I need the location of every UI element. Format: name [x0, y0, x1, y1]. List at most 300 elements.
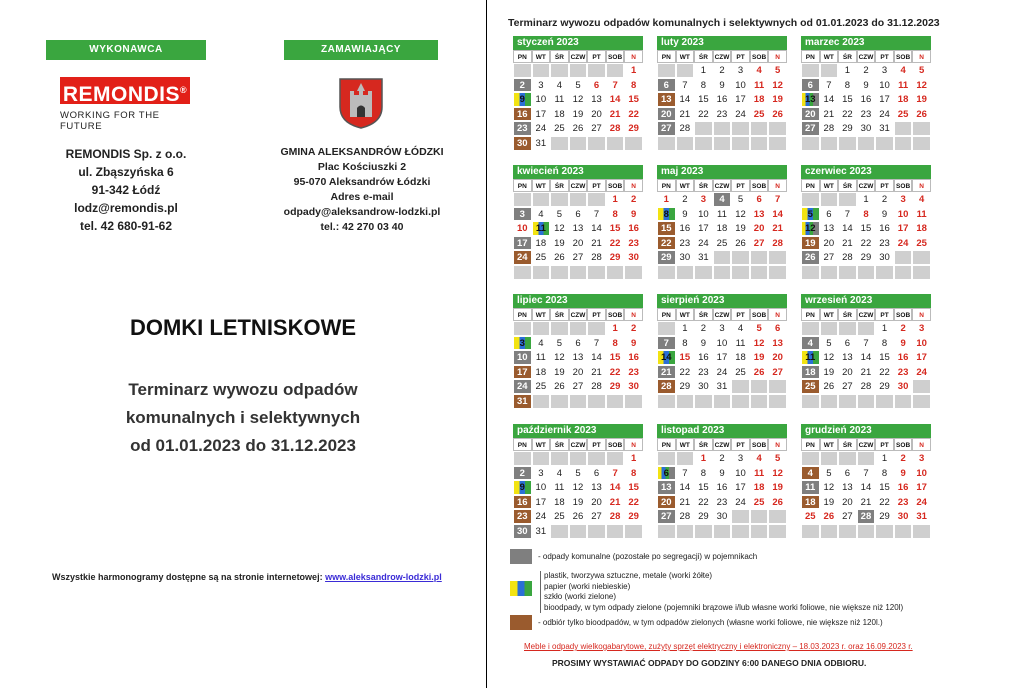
legend-komunalne: - odpady komunalne (pozostałe po segregacji) w pojemnikach	[538, 552, 758, 561]
empty-cell	[532, 265, 551, 280]
day-header: N	[912, 438, 931, 451]
day-cell: 15	[606, 350, 625, 365]
day-cell: 23	[894, 495, 913, 510]
day-cell: 21	[857, 365, 876, 380]
day-header: ŚR	[694, 50, 713, 63]
day-cell: 13	[587, 92, 606, 107]
day-cell: 6	[657, 78, 676, 93]
day-cell: 25	[912, 236, 931, 251]
day-cell: 10	[713, 336, 732, 351]
day-cell: 6	[750, 192, 769, 207]
day-cell: 21	[676, 107, 695, 122]
empty-cell	[657, 321, 676, 336]
day-cell: 9	[857, 78, 876, 93]
empty-cell	[694, 394, 713, 409]
day-header: ŚR	[694, 308, 713, 321]
day-cell: 18	[750, 92, 769, 107]
day-header: N	[912, 50, 931, 63]
day-header: PT	[731, 50, 750, 63]
day-header: PN	[801, 438, 820, 451]
day-cell: 29	[857, 250, 876, 265]
day-header: WT	[820, 50, 839, 63]
day-header: SOB	[606, 308, 625, 321]
day-cell: 19	[550, 365, 569, 380]
empty-cell	[569, 394, 588, 409]
empty-cell	[513, 321, 532, 336]
day-cell: 25	[550, 509, 569, 524]
day-cell: 17	[713, 350, 732, 365]
day-cell: 5	[731, 192, 750, 207]
day-cell: 28	[606, 121, 625, 136]
contractor-address	[46, 145, 206, 235]
day-header: PT	[875, 179, 894, 192]
day-cell: 24	[912, 495, 931, 510]
day-cell: 19	[768, 92, 787, 107]
day-cell: 4	[912, 192, 931, 207]
day-cell: 28	[768, 236, 787, 251]
day-header: PN	[801, 179, 820, 192]
day-cell: 1	[875, 451, 894, 466]
day-cell: 11	[532, 350, 551, 365]
empty-cell	[606, 136, 625, 151]
day-cell: 6	[569, 336, 588, 351]
day-header: WT	[532, 179, 551, 192]
day-cell: 19	[731, 221, 750, 236]
day-cell: 21	[838, 236, 857, 251]
empty-cell	[569, 451, 588, 466]
day-header: WT	[820, 179, 839, 192]
empty-cell	[550, 192, 569, 207]
empty-cell	[857, 321, 876, 336]
day-cell: 18	[550, 107, 569, 122]
day-cell: 9	[694, 336, 713, 351]
day-header: WT	[820, 308, 839, 321]
empty-cell	[768, 394, 787, 409]
day-header: N	[624, 50, 643, 63]
day-cell: 17	[731, 480, 750, 495]
day-cell: 30	[513, 524, 532, 539]
day-cell: 21	[606, 495, 625, 510]
empty-cell	[587, 136, 606, 151]
day-cell: 24	[532, 121, 551, 136]
month-calendar	[513, 165, 643, 280]
day-cell: 27	[569, 250, 588, 265]
empty-cell	[569, 136, 588, 151]
day-header: ŚR	[694, 179, 713, 192]
day-cell: 3	[894, 192, 913, 207]
day-cell: 1	[875, 321, 894, 336]
day-cell: 3	[532, 466, 551, 481]
day-cell: 1	[606, 321, 625, 336]
day-header: PN	[657, 438, 676, 451]
day-cell: 6	[569, 207, 588, 222]
empty-cell	[894, 136, 913, 151]
empty-cell	[569, 265, 588, 280]
client-address	[270, 145, 454, 235]
day-cell: 7	[587, 207, 606, 222]
day-header: N	[912, 179, 931, 192]
day-cell: 12	[550, 350, 569, 365]
day-cell: 25	[801, 509, 820, 524]
day-cell: 7	[676, 466, 695, 481]
day-cell: 22	[838, 107, 857, 122]
day-cell: 3	[912, 321, 931, 336]
month-calendar	[801, 165, 931, 280]
empty-cell	[550, 524, 569, 539]
day-cell: 18	[912, 221, 931, 236]
day-header: PN	[513, 179, 532, 192]
day-cell: 27	[838, 509, 857, 524]
day-cell: 30	[713, 509, 732, 524]
empty-cell	[875, 136, 894, 151]
day-header: PN	[657, 50, 676, 63]
day-cell: 2	[513, 466, 532, 481]
day-header: WT	[532, 438, 551, 451]
left-panel	[0, 0, 486, 688]
day-header: SOB	[750, 179, 769, 192]
day-cell: 19	[569, 495, 588, 510]
day-cell: 23	[513, 121, 532, 136]
contractor-city: 91-342 Łódź	[91, 183, 161, 197]
empty-cell	[801, 192, 820, 207]
day-cell: 18	[894, 92, 913, 107]
day-header: ŚR	[838, 179, 857, 192]
contractor-email[interactable]: lodz@remondis.pl	[74, 201, 178, 215]
day-cell: 6	[838, 336, 857, 351]
day-header: ŚR	[550, 50, 569, 63]
day-header: CZW	[713, 438, 732, 451]
day-cell: 28	[676, 121, 695, 136]
day-cell: 23	[894, 365, 913, 380]
day-cell: 19	[569, 107, 588, 122]
website-text: Wszystkie harmonogramy dostępne są na stronie internetowej:	[52, 572, 326, 582]
day-cell: 9	[713, 78, 732, 93]
day-cell: 27	[569, 379, 588, 394]
empty-cell	[694, 265, 713, 280]
day-cell: 14	[857, 350, 876, 365]
day-cell: 20	[657, 495, 676, 510]
empty-cell	[532, 63, 551, 78]
day-header: PT	[587, 308, 606, 321]
day-header: ŚR	[838, 438, 857, 451]
day-header: WT	[532, 308, 551, 321]
day-cell: 30	[624, 379, 643, 394]
empty-cell	[676, 394, 695, 409]
month-calendar	[657, 36, 787, 151]
main-title: DOMKI LETNISKOWE	[129, 315, 357, 340]
day-cell: 26	[768, 107, 787, 122]
empty-cell	[838, 394, 857, 409]
empty-cell	[606, 63, 625, 78]
day-cell: 3	[513, 336, 532, 351]
empty-cell	[801, 451, 820, 466]
day-cell: 4	[532, 336, 551, 351]
day-cell: 11	[801, 480, 820, 495]
day-cell: 2	[676, 192, 695, 207]
day-cell: 23	[624, 365, 643, 380]
day-cell: 20	[657, 107, 676, 122]
day-cell: 8	[875, 336, 894, 351]
empty-cell	[894, 121, 913, 136]
empty-cell	[587, 451, 606, 466]
day-cell: 16	[624, 350, 643, 365]
day-cell: 14	[606, 92, 625, 107]
day-header: ŚR	[694, 438, 713, 451]
day-cell: 6	[838, 466, 857, 481]
day-cell: 25	[550, 121, 569, 136]
day-cell: 7	[606, 78, 625, 93]
day-cell: 13	[587, 480, 606, 495]
day-cell: 17	[875, 92, 894, 107]
client-email[interactable]: odpady@aleksandrow-lodzki.pl	[283, 206, 441, 218]
day-cell: 28	[587, 250, 606, 265]
day-header: N	[768, 438, 787, 451]
client-phone: tel.: 42 270 03 40	[320, 221, 404, 233]
day-cell: 8	[606, 336, 625, 351]
day-cell: 29	[875, 509, 894, 524]
day-cell: 5	[550, 336, 569, 351]
empty-cell	[731, 265, 750, 280]
empty-cell	[801, 321, 820, 336]
empty-cell	[820, 136, 839, 151]
day-cell: 6	[587, 78, 606, 93]
legend-line: plastik, tworzywa sztuczne, metale (worki żółte)	[544, 571, 713, 580]
remondis-logo	[60, 77, 190, 104]
day-cell: 20	[801, 107, 820, 122]
empty-cell	[606, 394, 625, 409]
client-email-label: Adres e-mail	[330, 191, 394, 203]
day-header: SOB	[750, 438, 769, 451]
legend-swatch-komunalne	[510, 549, 532, 564]
day-cell: 1	[676, 321, 695, 336]
day-cell: 17	[532, 107, 551, 122]
day-cell: 24	[731, 107, 750, 122]
day-cell: 15	[875, 480, 894, 495]
empty-cell	[532, 192, 551, 207]
day-header: PT	[875, 50, 894, 63]
empty-cell	[838, 524, 857, 539]
month-name: listopad 2023	[657, 424, 787, 438]
day-cell: 5	[820, 466, 839, 481]
day-cell: 18	[550, 495, 569, 510]
empty-cell	[820, 524, 839, 539]
day-header: PT	[587, 438, 606, 451]
empty-cell	[550, 394, 569, 409]
day-cell: 31	[912, 509, 931, 524]
day-cell: 7	[657, 336, 676, 351]
day-cell: 29	[838, 121, 857, 136]
day-cell: 18	[532, 236, 551, 251]
day-cell: 26	[820, 379, 839, 394]
contractor-label: WYKONAWCA	[46, 40, 206, 60]
day-cell: 28	[820, 121, 839, 136]
day-cell: 12	[820, 350, 839, 365]
logo-mark: ®	[180, 85, 188, 95]
day-header: PT	[587, 179, 606, 192]
day-cell: 11	[713, 207, 732, 222]
empty-cell	[624, 265, 643, 280]
day-header: PT	[731, 308, 750, 321]
day-cell: 31	[532, 524, 551, 539]
empty-cell	[550, 451, 569, 466]
empty-cell	[731, 250, 750, 265]
day-cell: 1	[624, 451, 643, 466]
month-name: kwiecień 2023	[513, 165, 643, 179]
empty-cell	[768, 265, 787, 280]
day-cell: 7	[676, 78, 695, 93]
contractor-phone: tel. 42 680-91-62	[79, 219, 173, 233]
empty-cell	[912, 250, 931, 265]
day-cell: 23	[624, 236, 643, 251]
day-cell: 8	[838, 78, 857, 93]
empty-cell	[550, 265, 569, 280]
empty-cell	[820, 192, 839, 207]
day-cell: 7	[838, 207, 857, 222]
empty-cell	[838, 451, 857, 466]
day-cell: 13	[569, 221, 588, 236]
empty-cell	[731, 379, 750, 394]
day-cell: 20	[838, 495, 857, 510]
empty-cell	[694, 136, 713, 151]
day-cell: 10	[912, 336, 931, 351]
empty-cell	[713, 394, 732, 409]
day-cell: 14	[676, 92, 695, 107]
empty-cell	[713, 524, 732, 539]
day-cell: 27	[838, 379, 857, 394]
month-calendar	[801, 36, 931, 151]
day-cell: 30	[894, 379, 913, 394]
day-cell: 10	[875, 78, 894, 93]
day-cell: 31	[875, 121, 894, 136]
day-cell: 24	[713, 365, 732, 380]
day-cell: 24	[532, 509, 551, 524]
day-cell: 3	[713, 321, 732, 336]
day-cell: 18	[532, 365, 551, 380]
day-header: CZW	[569, 179, 588, 192]
day-header: SOB	[894, 438, 913, 451]
day-header: ŚR	[550, 438, 569, 451]
empty-cell	[657, 451, 676, 466]
day-cell: 5	[801, 207, 820, 222]
day-cell: 2	[713, 451, 732, 466]
day-header: N	[912, 308, 931, 321]
day-cell: 29	[606, 250, 625, 265]
empty-cell	[569, 192, 588, 207]
day-cell: 9	[894, 466, 913, 481]
day-header: CZW	[569, 308, 588, 321]
client-city: 95-070 Aleksandrów Łódzki	[293, 176, 431, 188]
day-cell: 22	[694, 495, 713, 510]
day-cell: 31	[694, 250, 713, 265]
empty-cell	[657, 524, 676, 539]
website-link[interactable]: www.aleksandrow-lodzki.pl	[325, 572, 442, 582]
day-cell: 5	[912, 63, 931, 78]
day-cell: 14	[768, 207, 787, 222]
calendar-title: Terminarz wywozu odpadów komunalnych i selektywnych od 01.01.2023 do 31.12.2023	[508, 17, 940, 29]
day-cell: 14	[820, 92, 839, 107]
day-cell: 9	[875, 207, 894, 222]
day-cell: 22	[875, 495, 894, 510]
day-cell: 4	[532, 207, 551, 222]
day-cell: 1	[624, 63, 643, 78]
day-cell: 8	[694, 78, 713, 93]
empty-cell	[801, 136, 820, 151]
empty-cell	[750, 136, 769, 151]
day-cell: 25	[894, 107, 913, 122]
day-cell: 16	[513, 107, 532, 122]
day-cell: 22	[606, 236, 625, 251]
empty-cell	[676, 451, 695, 466]
day-cell: 19	[912, 92, 931, 107]
day-cell: 16	[624, 221, 643, 236]
day-cell: 23	[694, 365, 713, 380]
day-cell: 17	[912, 480, 931, 495]
day-cell: 17	[532, 495, 551, 510]
day-cell: 7	[820, 78, 839, 93]
empty-cell	[569, 321, 588, 336]
day-cell: 29	[875, 379, 894, 394]
subtitle-line: od 01.01.2023 do 31.12.2023	[130, 436, 356, 455]
day-cell: 8	[694, 466, 713, 481]
day-cell: 11	[801, 350, 820, 365]
page-divider	[486, 0, 487, 688]
client-name: GMINA ALEKSANDRÓW ŁÓDZKI	[280, 146, 444, 158]
day-header: CZW	[857, 438, 876, 451]
day-header: CZW	[857, 308, 876, 321]
day-cell: 14	[657, 350, 676, 365]
empty-cell	[731, 509, 750, 524]
day-cell: 1	[606, 192, 625, 207]
day-cell: 22	[676, 365, 695, 380]
empty-cell	[750, 265, 769, 280]
day-cell: 12	[801, 221, 820, 236]
empty-cell	[768, 379, 787, 394]
empty-cell	[513, 451, 532, 466]
day-cell: 22	[624, 107, 643, 122]
day-cell: 23	[513, 509, 532, 524]
day-cell: 11	[532, 221, 551, 236]
day-header: CZW	[713, 179, 732, 192]
empty-cell	[820, 321, 839, 336]
day-cell: 14	[857, 480, 876, 495]
day-cell: 11	[731, 336, 750, 351]
day-header: PN	[513, 438, 532, 451]
day-cell: 28	[676, 509, 695, 524]
day-cell: 5	[750, 321, 769, 336]
day-cell: 12	[768, 78, 787, 93]
day-cell: 16	[513, 495, 532, 510]
day-cell: 11	[912, 207, 931, 222]
day-cell: 17	[894, 221, 913, 236]
day-cell: 20	[587, 107, 606, 122]
empty-cell	[713, 136, 732, 151]
client-street: Plac Kościuszki 2	[317, 161, 407, 173]
day-cell: 30	[875, 250, 894, 265]
empty-cell	[713, 121, 732, 136]
day-cell: 25	[750, 107, 769, 122]
day-cell: 13	[750, 207, 769, 222]
day-cell: 22	[624, 495, 643, 510]
legend-swatch-selektywne	[510, 581, 532, 596]
day-cell: 23	[875, 236, 894, 251]
day-header: N	[768, 179, 787, 192]
day-cell: 17	[694, 221, 713, 236]
empty-cell	[838, 136, 857, 151]
day-cell: 5	[550, 207, 569, 222]
empty-cell	[731, 524, 750, 539]
month-calendar	[657, 165, 787, 280]
day-header: WT	[676, 438, 695, 451]
